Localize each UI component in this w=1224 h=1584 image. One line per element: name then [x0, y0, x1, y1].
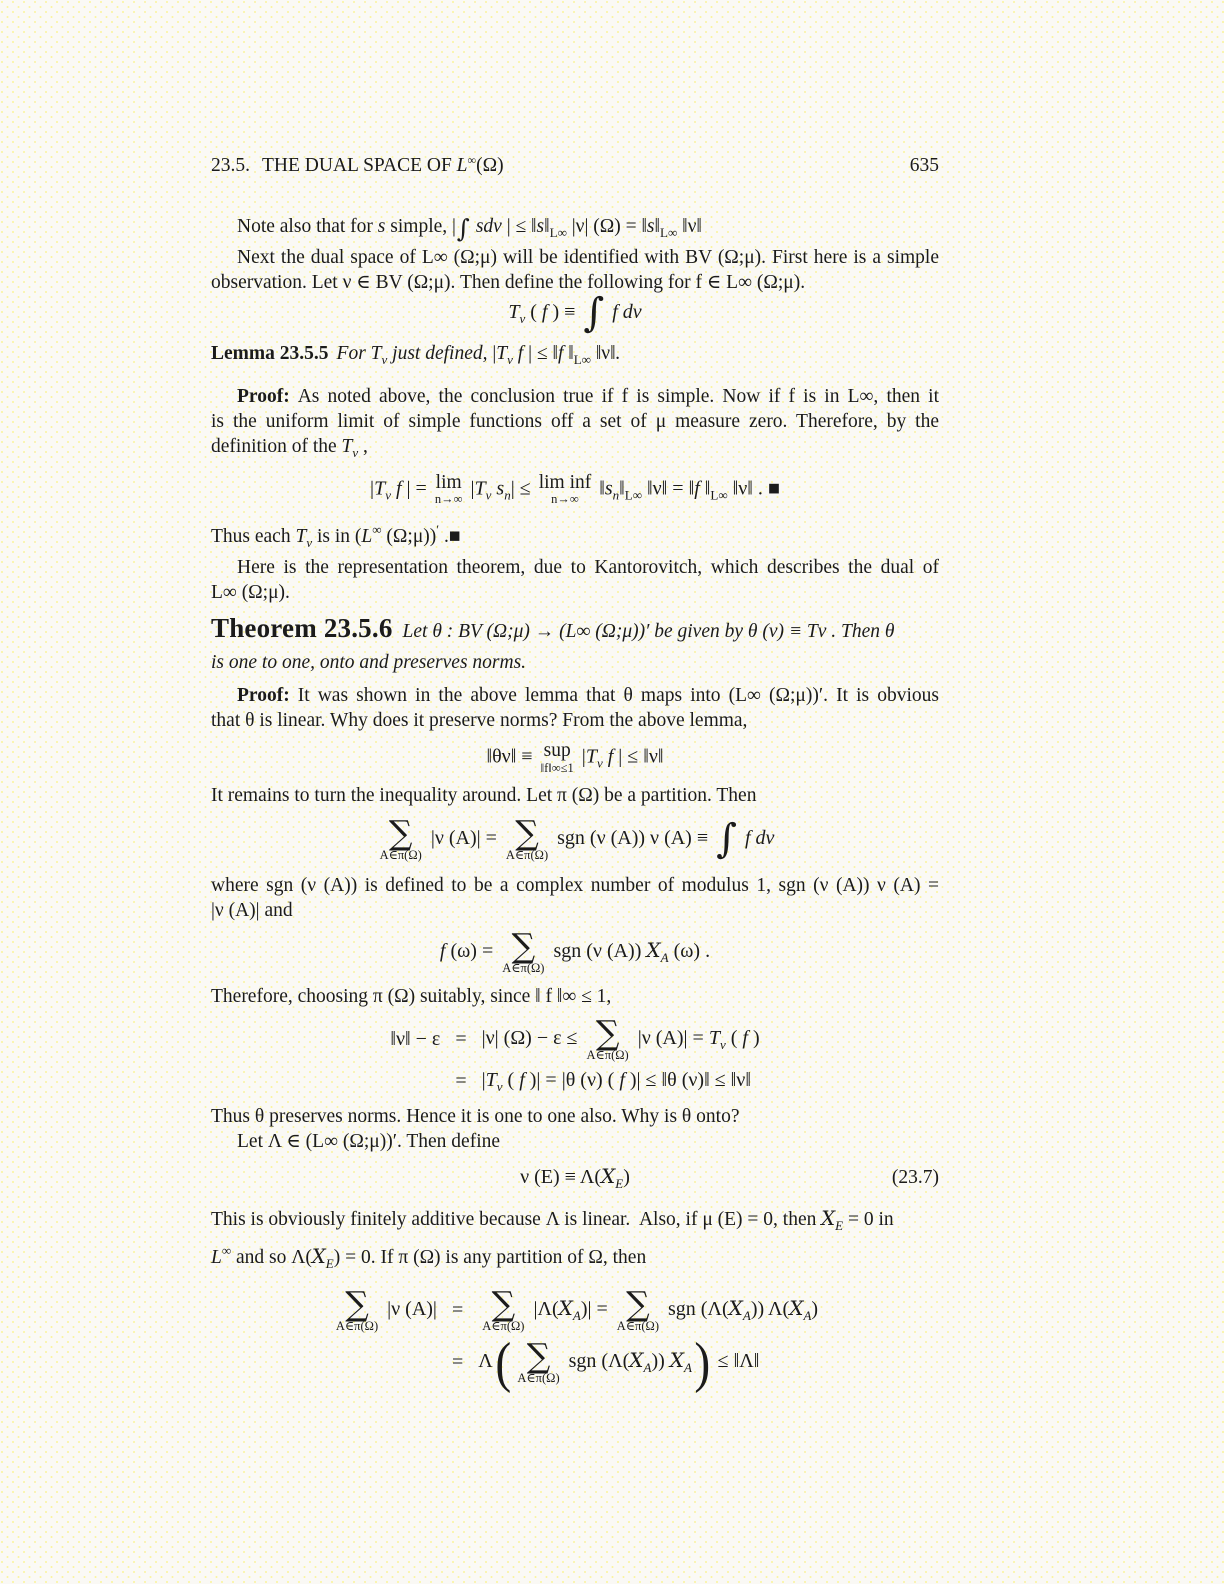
text-line: Let Λ ∈ (L∞ (Ω;μ))′. Then define	[237, 1130, 501, 1152]
aligned-equation-lambda-sums	[332, 1283, 819, 1394]
equation-row: ‖ν‖ − ε = |ν| (Ω) − ε ≤ ∑ A∈π(Ω) |ν $(A)| = T_\nu$ ( f )	[390, 1012, 760, 1062]
text-line: that θ is linear. Why does it preserve norms? From the above lemma,	[211, 710, 748, 732]
page-number: 635	[909, 155, 939, 176]
lemma-heading	[211, 341, 939, 372]
text-line: L∞ and so $\Lambda(X_E) = 0$. If π (Ω) is any partition of Ω, then	[211, 1242, 647, 1271]
section-number: 23.5.	[211, 155, 250, 176]
text-line: Thus θ preserves norms. Hence it is one to one also. Why is θ onto?	[211, 1105, 740, 1127]
display-equation-f-omega: f (ω) = ∑ A∈π(Ω) sgn (ν (A)) $X_A$ (ω) .	[439, 926, 711, 976]
theorem-statement: Let θ : BV (Ω;μ) → (L∞ (Ω;μ))′ be given by θ (ν) ≡ Tν . Then θ	[402, 621, 895, 643]
text-line: Proof: As noted above, the conclusion true if f is simple. Now if f is in L∞, then it	[237, 386, 939, 407]
text-line: |ν (A)| and	[211, 900, 293, 922]
running-section-title	[211, 148, 504, 178]
text-line: Next the dual space of L∞ (Ω;μ) will be identified with BV (Ω;μ). First here is a simple	[237, 247, 939, 268]
text-line: Here is the representation theorem, due to Kantorovitch, which describes the dual of	[237, 557, 939, 579]
text-line: Thus each $T_\nu$ is in (L∞ (Ω;μ))′ .■	[211, 522, 461, 551]
page-content	[211, 148, 939, 1394]
space-symbol-sup: ∞	[467, 153, 477, 167]
proof-label: Proof:	[237, 685, 290, 707]
equation-row: ∑ A∈π(Ω) |ν (A)| = ∑ A∈π(Ω) $|\Lambda(X_A)|$ = ∑ A∈π(Ω) sgn $(\Lambda(X_A))$ $\Lambda(X_A)$	[335, 1283, 819, 1333]
text-line: definition of the $T_\nu$ ,	[211, 436, 368, 460]
lemma-statement: For $T_\nu$ just defined, $|T_\nu$ f | ≤ ‖f $‖_{L\infty}$ ‖ν‖.	[336, 343, 621, 367]
theorem-statement-line2: is one to one, onto and preserves norms.	[211, 652, 527, 674]
theorem-label: Theorem 23.5.6	[211, 613, 393, 644]
display-equation-liminf: $|T_\nu$ f | = lim n→∞ $|T_\nu$ $s_n|$ ≤ lim inf n→∞ $‖s_n‖_{L\infty}$ ‖ν‖ = ‖f $‖_{L\infty}$ ‖ν‖ . ■	[370, 472, 780, 507]
space-symbol: L	[456, 155, 468, 176]
page-header	[211, 148, 939, 178]
lemma-label: Lemma 23.5.5	[211, 343, 329, 364]
text-line: Therefore, choosing π (Ω) suitably, since ‖ f ‖∞ ≤ 1,	[211, 985, 612, 1007]
theorem-heading	[211, 611, 939, 650]
aligned-equation-norm-epsilon	[390, 1013, 759, 1098]
text-line: where sgn (ν (A)) is defined to be a complex number of modulus 1, sgn (ν (A)) ν (A) =	[211, 875, 939, 897]
text-line: observation. Let ν ∈ BV (Ω;μ). Then define the following for f ∈ L∞ (Ω;μ).	[211, 272, 806, 293]
text-line: Proof: It was shown in the above lemma that θ maps into (L∞ (Ω;μ))′. It is obvious	[237, 685, 939, 707]
display-equation-sup-norm: ‖θν‖ ≡ sup ‖f‖∞≤1 $|T_\nu$ f | ≤ ‖ν‖	[486, 740, 664, 775]
text-line: is the uniform limit of simple functions off a set of μ measure zero. Therefore, by the	[211, 411, 939, 432]
text-line: Note also that for s simple, |∫ sdν | ≤ $‖s‖_{L\infty}$ |ν| $(\Omega) = ‖s‖_{L\infty}$ ‖ν‖	[237, 214, 702, 243]
display-equation-partition-sum: ∑ A∈π(Ω) |ν (A)| = ∑ A∈π(Ω) sgn (ν (A)) ν (A) ≡ ∫ f dν	[379, 813, 775, 863]
equation-row: = $|T_\nu$ ( f )| = |θ (ν) ( f )| ≤ ‖θ (ν)‖ ≤ ‖ν‖	[455, 1068, 751, 1094]
equation-number: (23.7)	[891, 1166, 939, 1188]
proof-label: Proof:	[237, 386, 290, 407]
display-equation-Tnu-definition: $T_\nu$ ( f ) ≡ ∫ f dν	[508, 290, 642, 336]
text-line: It remains to turn the inequality around. Let π (Ω) be a partition. Then	[211, 785, 757, 807]
equation-row: = Λ( ∑ A∈π(Ω) sgn $(\Lambda(X_A)) X_A$) ≤ ‖Λ‖	[451, 1331, 760, 1394]
space-symbol-arg: (Ω)	[476, 155, 504, 176]
display-equation-23-7: ν $(E) \equiv \Lambda(X_E)$ (23.7)	[520, 1163, 939, 1191]
section-title: THE DUAL SPACE OF	[262, 155, 452, 176]
text-line: L∞ (Ω;μ).	[211, 582, 290, 604]
text-line: This is obviously finitely additive because Λ is linear. Also, if μ (E) = 0, then $X_E = 0$ in	[211, 1206, 894, 1233]
